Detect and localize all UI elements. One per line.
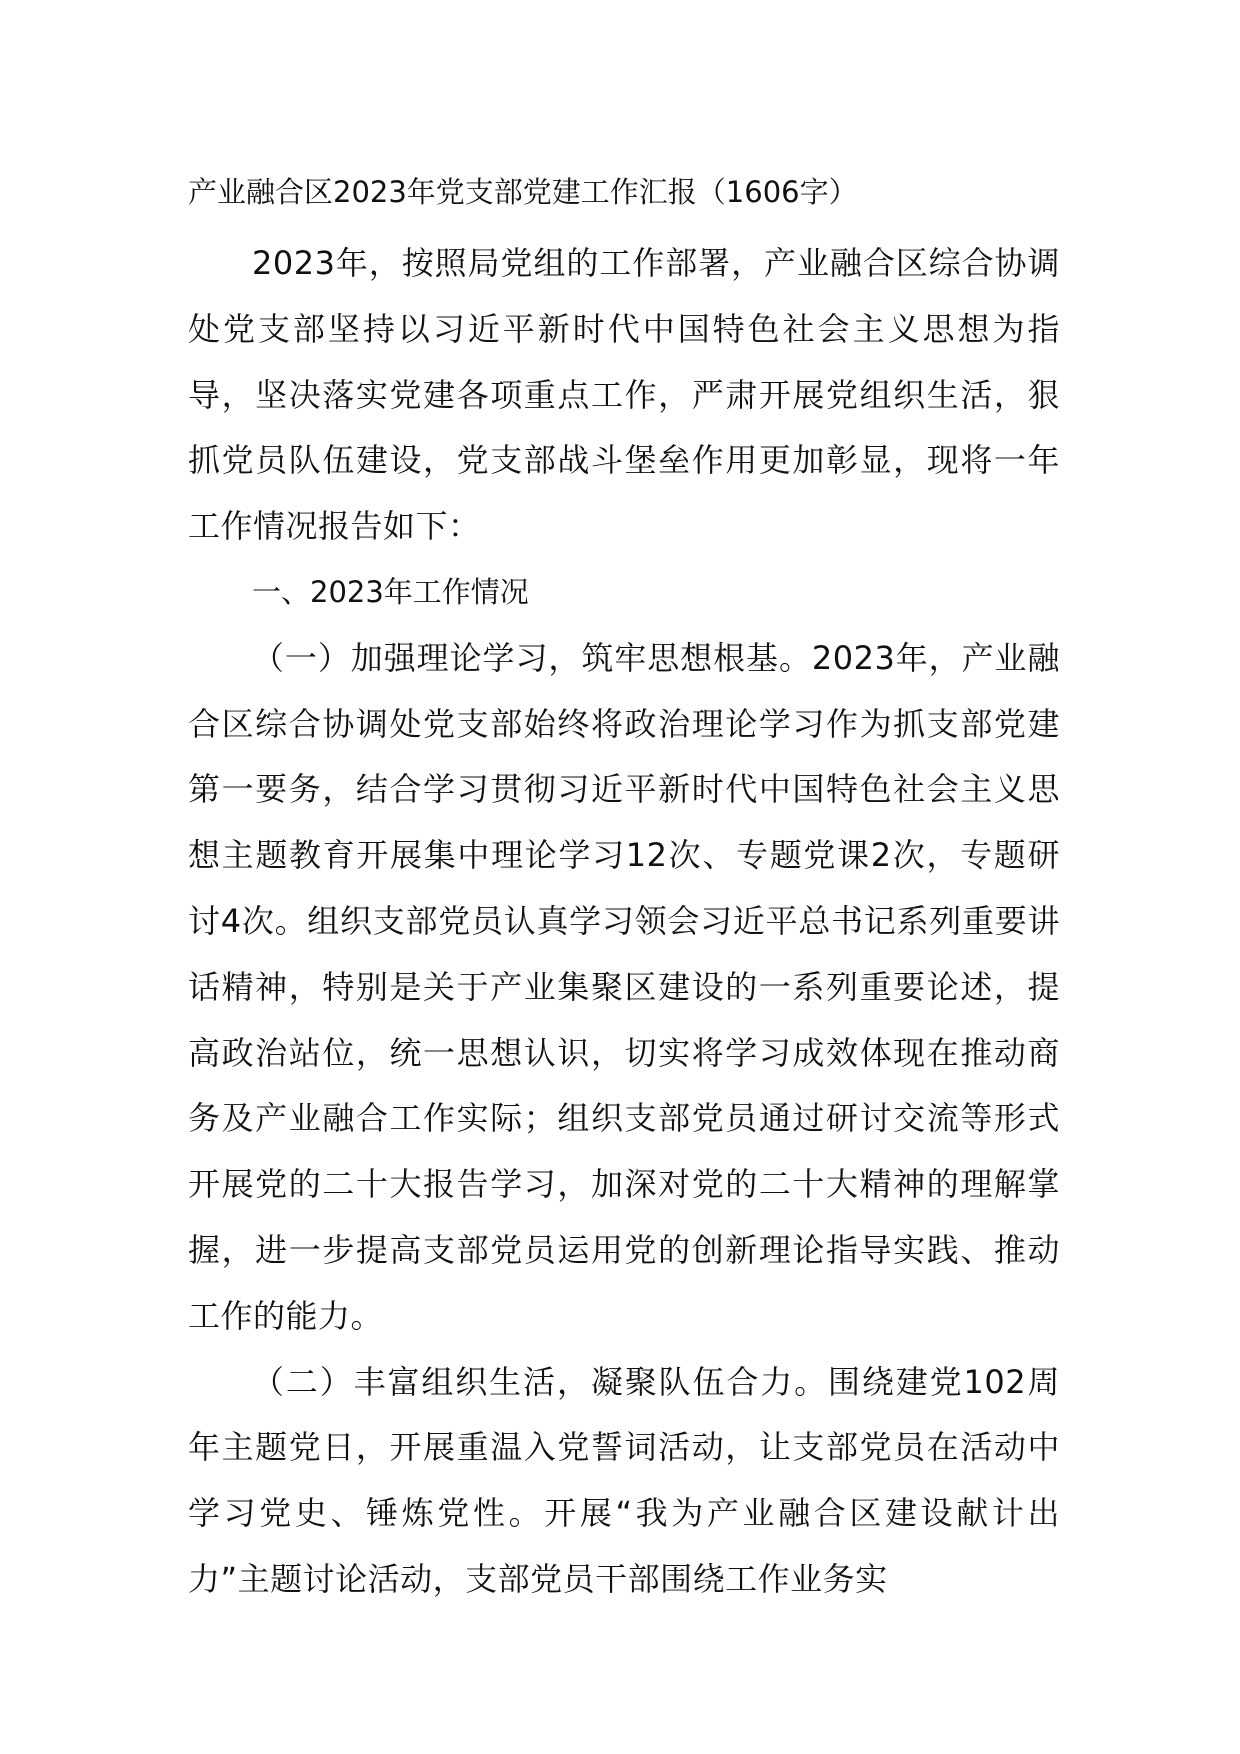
intro-paragraph: 2023年，按照局党组的工作部署，产业融合区综合协调处党支部坚持以习近平新时代中国特色社会主义思想为指导，坚决落实党建各项重点工作，严肃开展党组织生活，狠抓党员队伍建设，党支部战斗堡垒作用更加彰显，现将一年工作情况报告如下： <box>188 244 1060 546</box>
section-heading: 一、2023年工作情况 <box>252 574 529 609</box>
paragraph-theory-study: （一）加强理论学习，筑牢思想根基。2023年，产业融合区综合协调处党支部始终将政治理论学习作为抓支部党建第一要务，结合学习贯彻习近平新时代中国特色社会主义思想主题教育开展集中理论学习12次、专题党课2次，专题研讨4次。组织支部党员认真学习领会习近平总书记系列重要讲话精神，特别是关于产业集聚区建设的一系列重要论述，提高政治站位，统一思想认识，切实将学习成效体现在推动商务及产业融合工作实际；组织支部党员通过研讨交流等形式开展党的二十大报告学习，加深对党的二十大精神的理解掌握，进一步提高支部党员运用党的创新理论指导实践、推动工作的能力。 <box>188 638 1060 1335</box>
document-title: 产业融合区2023年党支部党建工作汇报（1606字） <box>188 175 858 209</box>
document-body <box>188 172 1060 1613</box>
paragraph-organization-life: （二）丰富组织生活，凝聚队伍合力。围绕建党102周年主题党日，开展重温入党誓词活动，让支部党员在活动中学习党史、锤炼党性。开展“我为产业融合区建设献计出力”主题讨论活动，支部党员干部围绕工作业务实 <box>188 1362 1060 1598</box>
